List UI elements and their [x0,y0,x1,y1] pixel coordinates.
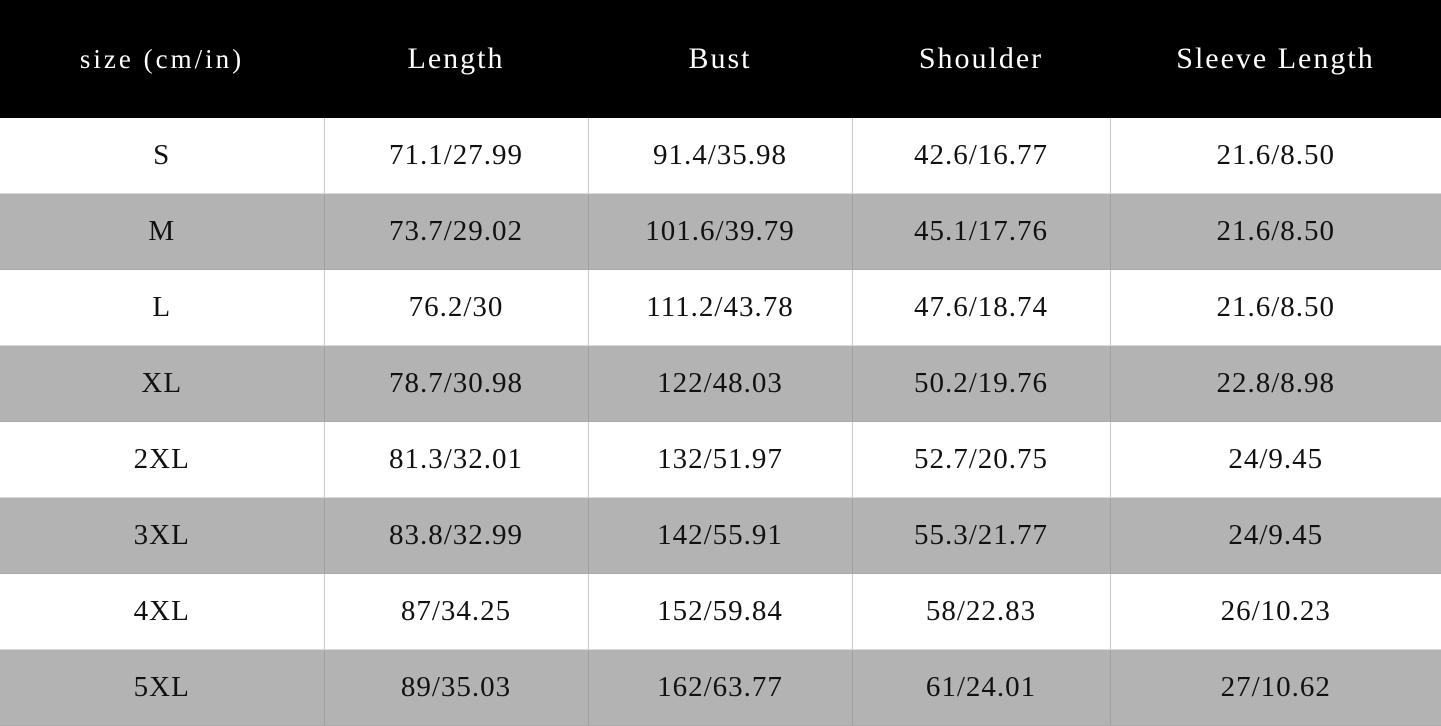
cell-bust: 91.4/35.98 [588,118,852,194]
cell-sleeve: 27/10.62 [1110,650,1441,726]
cell-length: 89/35.03 [324,650,588,726]
column-header-shoulder: Shoulder [852,0,1110,118]
cell-shoulder: 55.3/21.77 [852,498,1110,574]
header-row [0,0,1441,118]
table-body [0,118,1441,726]
cell-size: 2XL [0,422,324,498]
cell-sleeve: 24/9.45 [1110,498,1441,574]
cell-sleeve: 22.8/8.98 [1110,346,1441,422]
cell-bust: 132/51.97 [588,422,852,498]
cell-size: XL [0,346,324,422]
table-row [0,346,1441,422]
cell-shoulder: 47.6/18.74 [852,270,1110,346]
cell-size: L [0,270,324,346]
table-row [0,574,1441,650]
table-row [0,650,1441,726]
cell-shoulder: 61/24.01 [852,650,1110,726]
table-header [0,0,1441,118]
cell-length: 76.2/30 [324,270,588,346]
cell-length: 78.7/30.98 [324,346,588,422]
table-row [0,498,1441,574]
cell-length: 81.3/32.01 [324,422,588,498]
cell-sleeve: 21.6/8.50 [1110,194,1441,270]
cell-shoulder: 45.1/17.76 [852,194,1110,270]
cell-bust: 122/48.03 [588,346,852,422]
table-row [0,118,1441,194]
column-header-bust: Bust [588,0,852,118]
cell-shoulder: 42.6/16.77 [852,118,1110,194]
cell-length: 73.7/29.02 [324,194,588,270]
cell-sleeve: 21.6/8.50 [1110,270,1441,346]
table-row [0,422,1441,498]
table-row [0,270,1441,346]
column-header-size: size (cm/in) [0,0,324,118]
column-header-length: Length [324,0,588,118]
cell-sleeve: 21.6/8.50 [1110,118,1441,194]
cell-sleeve: 26/10.23 [1110,574,1441,650]
cell-size: 5XL [0,650,324,726]
cell-size: 4XL [0,574,324,650]
cell-length: 71.1/27.99 [324,118,588,194]
cell-size: 3XL [0,498,324,574]
cell-sleeve: 24/9.45 [1110,422,1441,498]
cell-size: S [0,118,324,194]
cell-bust: 111.2/43.78 [588,270,852,346]
cell-shoulder: 58/22.83 [852,574,1110,650]
table-row [0,194,1441,270]
cell-shoulder: 50.2/19.76 [852,346,1110,422]
cell-bust: 101.6/39.79 [588,194,852,270]
column-header-sleeve-length: Sleeve Length [1110,0,1441,118]
cell-length: 87/34.25 [324,574,588,650]
cell-shoulder: 52.7/20.75 [852,422,1110,498]
cell-bust: 152/59.84 [588,574,852,650]
cell-size: M [0,194,324,270]
cell-bust: 162/63.77 [588,650,852,726]
cell-length: 83.8/32.99 [324,498,588,574]
cell-bust: 142/55.91 [588,498,852,574]
